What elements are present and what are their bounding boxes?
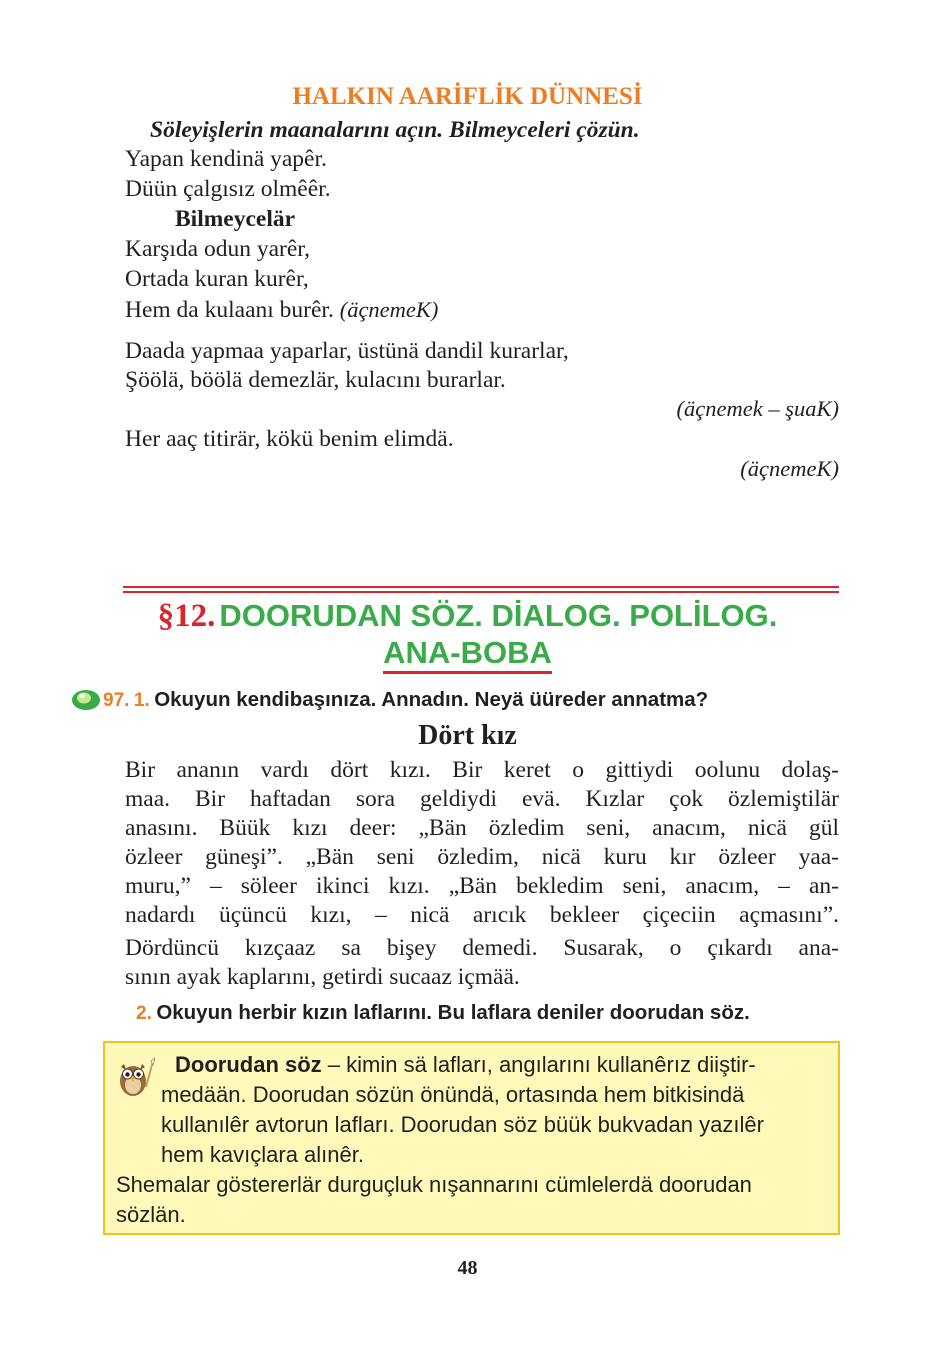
saying-2: Düün çalgısız olmêêr. xyxy=(125,176,331,202)
riddle1-answer: (äçnemeK) xyxy=(339,297,439,322)
story-title: Dört kız xyxy=(418,720,517,751)
rule-box xyxy=(103,1041,840,1235)
story-line-5: muru,” – söleer ikinci kızı. „Bän bekledim seni, anacım, – an- xyxy=(125,873,839,899)
lesson-title-line-2-text: ANA-BOBA xyxy=(383,635,552,674)
rule-line-6: sözlän. xyxy=(116,1202,186,1227)
riddle2-answer: (äçnemek – şuaK) xyxy=(676,396,839,421)
story-line-4: özleer güneşi”. „Bän seni özledim, nicä kuru kır özleer yaa- xyxy=(125,844,839,870)
rule-line-3: kullanılêr avtorun lafları. Doorudan söz büük bukvadan yazılêr xyxy=(161,1112,764,1137)
task2-number: 2. xyxy=(136,1003,152,1024)
divider-rule-top xyxy=(123,586,839,588)
rule-term: Doorudan söz xyxy=(175,1052,322,1077)
story-line-6: nadardı üçüncü kızı, – nicä arıcık bekleer çiçeciin açmasını”. xyxy=(125,902,839,928)
riddle3-line: Her aaç titirär, kökü benim elimdä. xyxy=(125,426,454,452)
riddle1-line-1: Karşıda odun yarêr, xyxy=(125,236,311,262)
rule-line-4: hem kavıçlara alınêr. xyxy=(161,1142,364,1167)
rule-line-1 xyxy=(175,1050,756,1080)
divider-rule-bottom xyxy=(123,591,839,593)
green-circle-bullet-icon xyxy=(71,689,101,711)
riddle2-line-2: Şöölä, böölä demezlär, kulacını burarlar. xyxy=(125,367,506,393)
riddle2-line-1: Daada yapmaa yaparlar, üstünä dandil kurarlar, xyxy=(125,338,569,364)
exercise-number: 97. xyxy=(103,690,130,711)
lesson-number: §12. xyxy=(157,598,216,634)
story-line-1: Bir ananın vardı dört kızı. Bir keret o gittiydi oolunu dolaş- xyxy=(125,757,839,783)
task1-number: 1. xyxy=(133,690,150,711)
lesson-title-line-2 xyxy=(0,634,935,678)
exercise-97-task-2 xyxy=(136,1000,750,1028)
task2-text: Okuyun herbir kızın laflarını. Bu laflara deniler doorudan söz. xyxy=(156,1001,750,1024)
riddle1-line-2: Ortada kuran kurêr, xyxy=(125,266,309,292)
rule-line-2: medään. Doorudan sözün önündä, ortasında hem bitkisindä xyxy=(161,1082,745,1107)
riddles-heading: Bilmeycelär xyxy=(175,206,296,232)
page-number: 48 xyxy=(457,1257,478,1279)
saying-1: Yapan kendinä yapêr. xyxy=(125,146,327,172)
rule-line-5: Shemalar göstererlär durguçluk nışannarını cümlelerdä doorudan xyxy=(116,1172,752,1197)
story-line-7: Dördüncü kızçaaz sa bişey demedi. Susarak, o çıkardı ana- xyxy=(125,935,839,961)
owl-icon xyxy=(115,1057,155,1099)
exercise-97-task-1 xyxy=(103,687,708,715)
riddle1-line-3-text: Hem da kulaanı burêr. xyxy=(125,297,340,323)
riddle1-line-3 xyxy=(125,295,438,325)
story-line-2: maa. Bir haftadan sora geldiydi evä. Kızlar çok özlemiştilär xyxy=(125,786,839,812)
story-line-8: sının ayak kaplarını, getirdi sucaaz içmää. xyxy=(125,964,520,990)
section-title: HALKIN AARİFLİK DÜNNESİ xyxy=(292,83,643,110)
section-subtitle: Söleyişlerin maanalarını açın. Bilmeyceleri çözün. xyxy=(150,117,640,143)
rule-line-1-rest: – kimin sä lafları, angılarını kullanêrız diiştir- xyxy=(321,1052,756,1077)
lesson-title-line-1: DOORUDAN SÖZ. DİALOG. POLİLOG. xyxy=(219,598,778,633)
riddle3-answer: (äçnemeK) xyxy=(740,456,839,481)
task1-text: Okuyun kendibaşınıza. Annadın. Neyä üüreder annatma? xyxy=(154,688,709,711)
story-line-3: anasını. Büük kızı deer: „Bän özledim seni, anacım, nicä gül xyxy=(125,815,839,841)
